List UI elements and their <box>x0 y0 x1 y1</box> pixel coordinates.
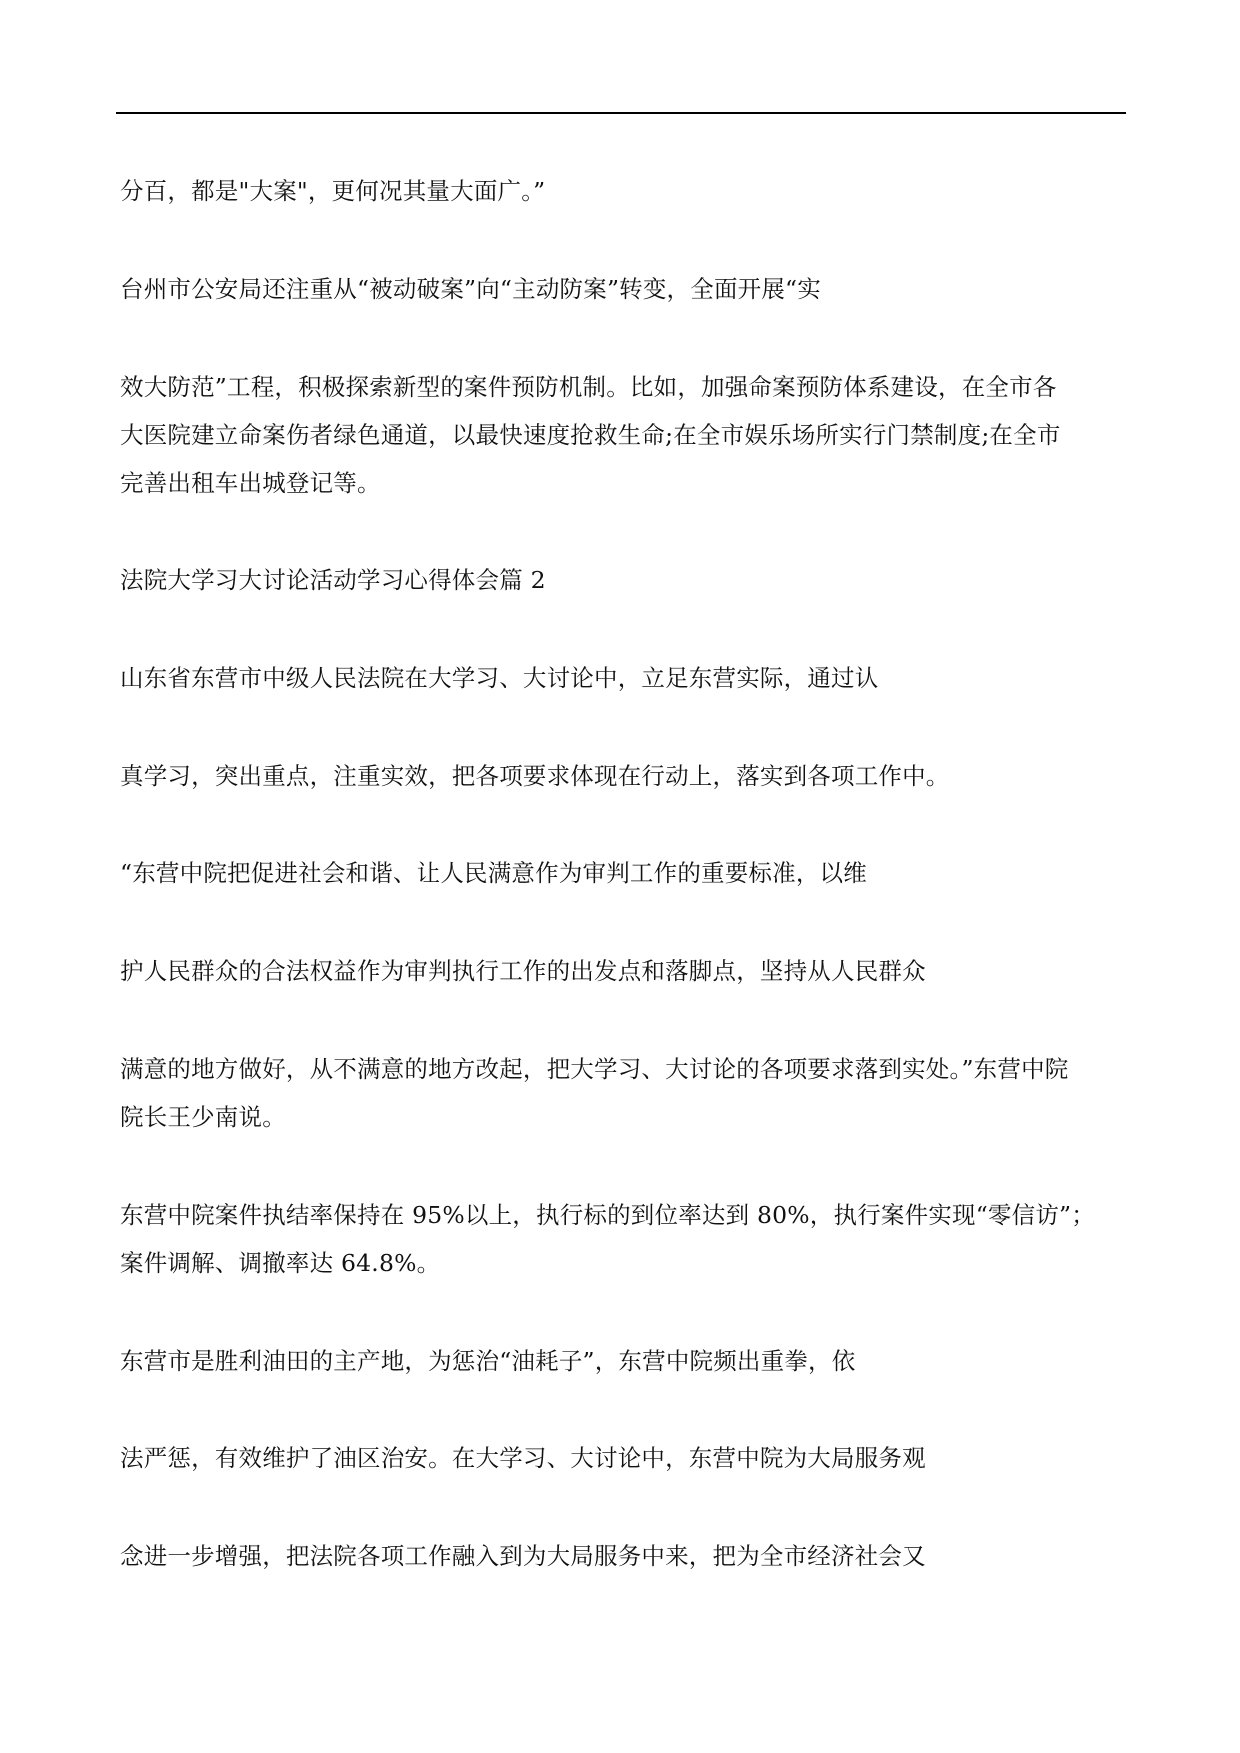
paragraph-line: 完善出租车出城登记等。 <box>120 469 381 497</box>
paragraph-line: 山东省东营市中级人民法院在大学习、大讨论中，立足东营实际，通过认 <box>120 664 879 692</box>
paragraph-line: 案件调解、调撤率达 64.8%。 <box>120 1249 441 1277</box>
paragraph-line: 满意的地方做好，从不满意的地方改起，把大学习、大讨论的各项要求落到实处。”东营中院 <box>120 1055 1069 1083</box>
paragraph-line: “东营中院把促进社会和谐、让人民满意作为审判工作的重要标准，以维 <box>120 859 867 887</box>
paragraph-line: 分百，都是"大案"，更何况其量大面广。” <box>120 177 546 205</box>
paragraph-line: 台州市公安局还注重从“被动破案”向“主动防案”转变，全面开展“实 <box>120 275 821 303</box>
section-heading: 法院大学习大讨论活动学习心得体会篇 2 <box>120 566 546 594</box>
paragraph-line: 法严惩，有效维护了油区治安。在大学习、大讨论中，东营中院为大局服务观 <box>120 1444 926 1472</box>
paragraph-line: 东营中院案件执结率保持在 95%以上，执行标的到位率达到 80%，执行案件实现“零信访”； <box>120 1201 1095 1229</box>
paragraph-line: 东营市是胜利油田的主产地，为惩治“油耗子”，东营中院频出重拳，依 <box>120 1347 856 1375</box>
paragraph-line: 效大防范”工程，积极探索新型的案件预防机制。比如，加强命案预防体系建设，在全市各 <box>120 373 1057 401</box>
header-rule <box>116 112 1126 114</box>
paragraph-line: 念进一步增强，把法院各项工作融入到为大局服务中来，把为全市经济社会又 <box>120 1542 926 1570</box>
paragraph-line: 真学习，突出重点，注重实效，把各项要求体现在行动上，落实到各项工作中。 <box>120 762 950 790</box>
paragraph-line: 护人民群众的合法权益作为审判执行工作的出发点和落脚点，坚持从人民群众 <box>120 957 926 985</box>
paragraph-line: 院长王少南说。 <box>120 1103 286 1131</box>
paragraph-line: 大医院建立命案伤者绿色通道，以最快速度抢救生命;在全市娱乐场所实行门禁制度;在全市 <box>120 421 1061 449</box>
